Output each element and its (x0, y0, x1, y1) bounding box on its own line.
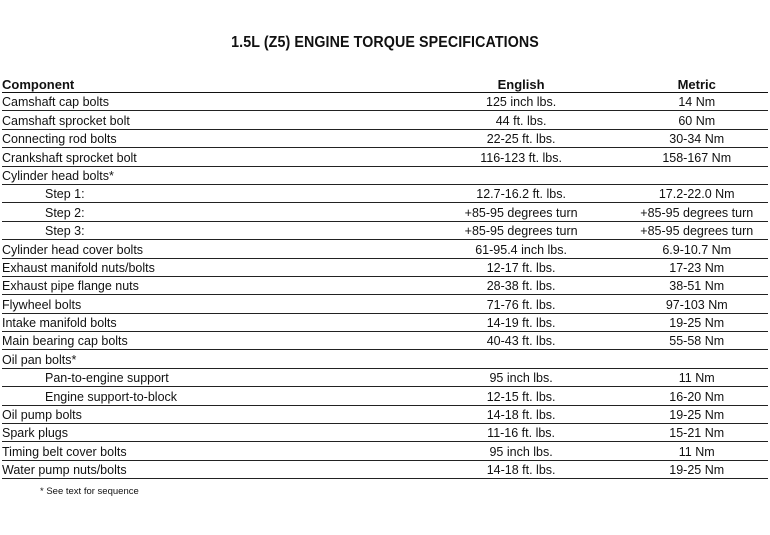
cell-component: Spark plugs (2, 424, 417, 442)
table-row (2, 350, 768, 368)
table-row (2, 221, 768, 239)
cell-english: 40-43 ft. lbs. (417, 332, 626, 350)
table-row (2, 184, 768, 202)
table-row (2, 93, 768, 111)
cell-metric: 30-34 Nm (625, 129, 768, 147)
cell-english: 12-17 ft. lbs. (417, 258, 626, 276)
cell-metric (625, 350, 768, 368)
cell-component: Step 2: (2, 203, 417, 221)
cell-metric (625, 166, 768, 184)
cell-metric: +85-95 degrees turn (625, 203, 768, 221)
table-row (2, 166, 768, 184)
cell-english: 44 ft. lbs. (417, 111, 626, 129)
cell-metric: 19-25 Nm (625, 405, 768, 423)
table-row (2, 129, 768, 147)
cell-component: Exhaust pipe flange nuts (2, 276, 417, 294)
cell-english: 28-38 ft. lbs. (417, 276, 626, 294)
cell-english: 116-123 ft. lbs. (417, 148, 626, 166)
cell-metric: 38-51 Nm (625, 276, 768, 294)
cell-english (417, 166, 626, 184)
table-row (2, 460, 768, 478)
cell-metric: 97-103 Nm (625, 295, 768, 313)
table-row (2, 405, 768, 423)
table-row (2, 276, 768, 294)
cell-metric: 16-20 Nm (625, 387, 768, 405)
cell-component: Cylinder head bolts* (2, 166, 417, 184)
cell-metric: 60 Nm (625, 111, 768, 129)
cell-metric: 17-23 Nm (625, 258, 768, 276)
cell-component: Engine support-to-block (2, 387, 417, 405)
cell-component: Main bearing cap bolts (2, 332, 417, 350)
cell-metric: +85-95 degrees turn (625, 221, 768, 239)
cell-english: 71-76 ft. lbs. (417, 295, 626, 313)
cell-component: Oil pump bolts (2, 405, 417, 423)
cell-component: Cylinder head cover bolts (2, 240, 417, 258)
cell-english: +85-95 degrees turn (417, 221, 626, 239)
cell-component: Connecting rod bolts (2, 129, 417, 147)
cell-english: 22-25 ft. lbs. (417, 129, 626, 147)
table-row (2, 368, 768, 386)
cell-component: Timing belt cover bolts (2, 442, 417, 460)
cell-english: 14-18 ft. lbs. (417, 405, 626, 423)
cell-metric: 158-167 Nm (625, 148, 768, 166)
table-row (2, 424, 768, 442)
table-row (2, 332, 768, 350)
column-header-component: Component (2, 76, 417, 93)
cell-english: 95 inch lbs. (417, 368, 626, 386)
cell-component: Intake manifold bolts (2, 313, 417, 331)
cell-component: Oil pan bolts* (2, 350, 417, 368)
cell-english: 11-16 ft. lbs. (417, 424, 626, 442)
table-row (2, 387, 768, 405)
cell-metric: 55-58 Nm (625, 332, 768, 350)
cell-metric: 11 Nm (625, 442, 768, 460)
table-row (2, 313, 768, 331)
cell-english: 61-95.4 inch lbs. (417, 240, 626, 258)
table-row (2, 442, 768, 460)
cell-english: 12.7-16.2 ft. lbs. (417, 184, 626, 202)
cell-metric: 14 Nm (625, 93, 768, 111)
table-row (2, 148, 768, 166)
cell-english: 14-18 ft. lbs. (417, 460, 626, 478)
cell-component: Camshaft cap bolts (2, 93, 417, 111)
cell-metric: 11 Nm (625, 368, 768, 386)
table-row (2, 258, 768, 276)
cell-english: 95 inch lbs. (417, 442, 626, 460)
table-header-row (2, 76, 768, 93)
footnote: * See text for sequence (40, 486, 139, 497)
cell-metric: 19-25 Nm (625, 460, 768, 478)
table-body (2, 93, 768, 479)
cell-component: Exhaust manifold nuts/bolts (2, 258, 417, 276)
cell-metric: 15-21 Nm (625, 424, 768, 442)
table-row (2, 111, 768, 129)
cell-english: 12-15 ft. lbs. (417, 387, 626, 405)
table-row (2, 203, 768, 221)
cell-english: +85-95 degrees turn (417, 203, 626, 221)
cell-english: 125 inch lbs. (417, 93, 626, 111)
cell-component: Flywheel bolts (2, 295, 417, 313)
cell-component: Pan-to-engine support (2, 368, 417, 386)
column-header-metric: Metric (625, 76, 768, 93)
cell-metric: 6.9-10.7 Nm (625, 240, 768, 258)
torque-spec-table (2, 76, 768, 479)
column-header-english: English (417, 76, 626, 93)
cell-english: 14-19 ft. lbs. (417, 313, 626, 331)
cell-component: Water pump nuts/bolts (2, 460, 417, 478)
cell-metric: 17.2-22.0 Nm (625, 184, 768, 202)
cell-metric: 19-25 Nm (625, 313, 768, 331)
table-row (2, 240, 768, 258)
table-row (2, 295, 768, 313)
cell-component: Crankshaft sprocket bolt (2, 148, 417, 166)
cell-component: Camshaft sprocket bolt (2, 111, 417, 129)
page-title: 1.5L (Z5) ENGINE TORQUE SPECIFICATIONS (231, 34, 539, 51)
cell-component: Step 3: (2, 221, 417, 239)
cell-english (417, 350, 626, 368)
cell-component: Step 1: (2, 184, 417, 202)
